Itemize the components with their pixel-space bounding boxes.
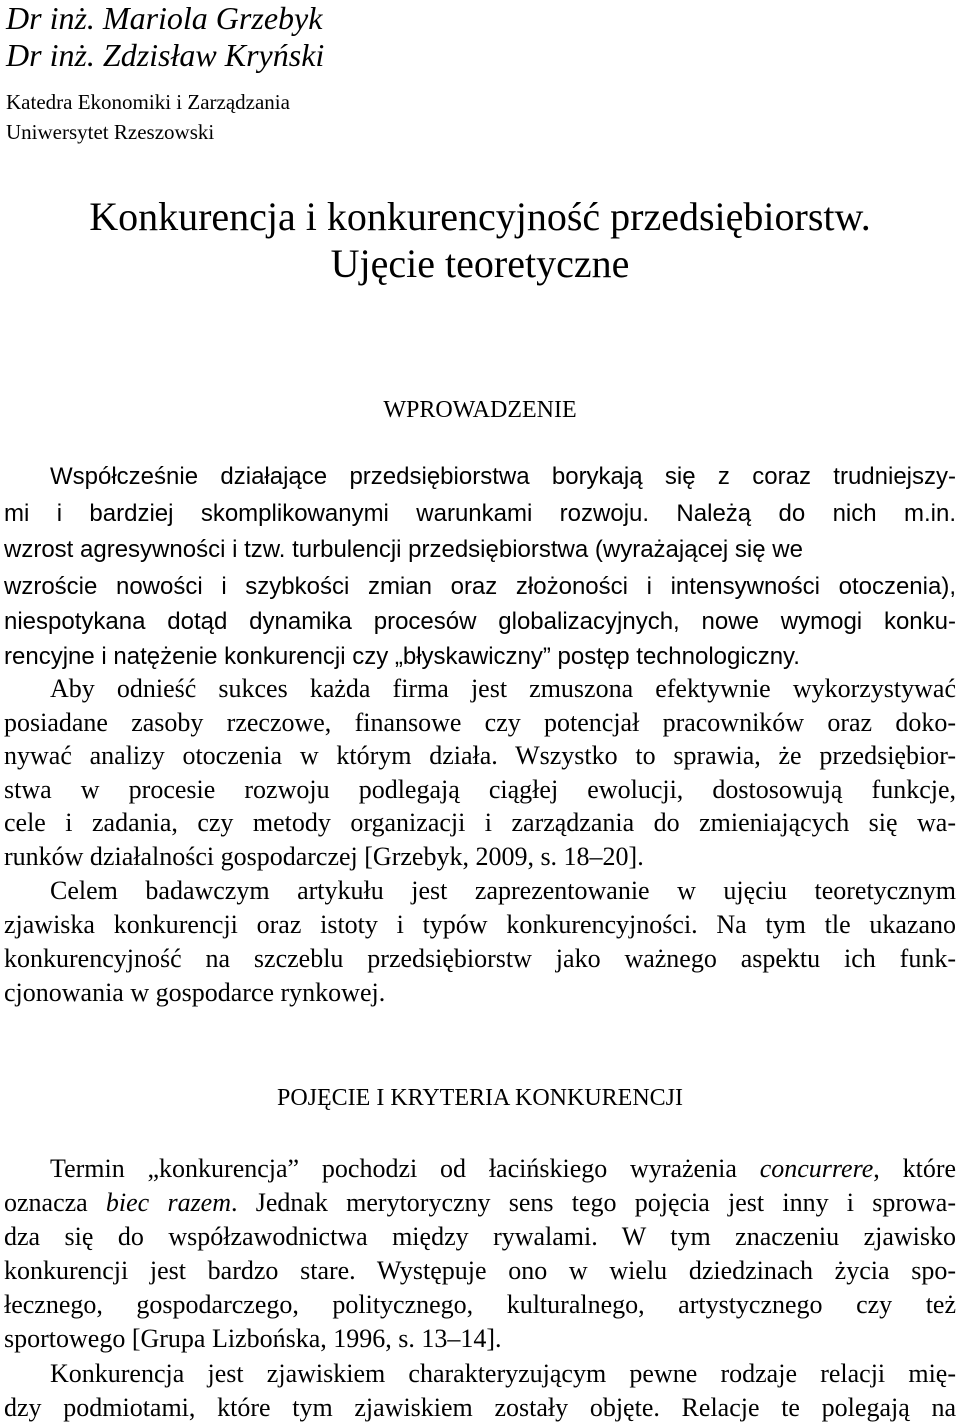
paragraph-line: dza się do współzawodnictwa między rywalami. W tym znaczeniu zjawisko bbox=[4, 1222, 956, 1251]
paragraph-line: Konkurencja jest zjawiskiem charakteryzującym pewne rodzaje relacji mię- bbox=[50, 1359, 956, 1388]
latin-translation: biec razem bbox=[105, 1188, 231, 1217]
paragraph-line: zjawiska konkurencji oraz istoty i typów konkurencyjności. Na tym tle ukazano bbox=[4, 910, 956, 939]
paragraph-line: mi i bardziej skomplikowanymi warunkami rozwoju. Należą do nich m.in. bbox=[4, 500, 956, 527]
text-run: oznacza bbox=[4, 1188, 106, 1217]
paragraph-line bbox=[4, 1186, 956, 1220]
text-run: , które bbox=[873, 1154, 957, 1183]
paragraph-line: nywać analizy otoczenia w którym działa. Wszystko to sprawia, że przedsiębior- bbox=[4, 741, 956, 770]
paper-title: Konkurencja i konkurencyjność przedsiębiorstw. bbox=[89, 194, 871, 239]
author-name: Dr inż. Mariola Grzebyk bbox=[6, 0, 323, 36]
paragraph-line: stwa w procesie rozwoju podlegają ciągłej ewolucji, dostosowują funkcje, bbox=[4, 775, 956, 804]
affiliation-department: Katedra Ekonomiki i Zarządzania bbox=[6, 90, 290, 114]
paragraph-line: niespotykana dotąd dynamika procesów globalizacyjnych, nowe wymogi konku- bbox=[4, 608, 956, 635]
paragraph-line: Współcześnie działające przedsiębiorstwa borykają się z coraz trudniejszy- bbox=[50, 463, 956, 490]
paper-subtitle: Ujęcie teoretyczne bbox=[330, 241, 630, 286]
section-heading-concept: POJĘCIE I KRYTERIA KONKURENCJI bbox=[276, 1085, 683, 1111]
paragraph-line: wzrost agresywności i tzw. turbulencji przedsiębiorstwa (wyrażającej się we bbox=[4, 536, 803, 563]
paragraph-line: Aby odnieść sukces każda firma jest zmuszona efektywnie wykorzystywać bbox=[50, 674, 956, 703]
paragraph-line: posiadane zasoby rzeczowe, finansowe czy potencjał pracowników oraz doko- bbox=[4, 708, 956, 737]
paragraph-line: wzroście nowości i szybkości zmian oraz złożoności i intensywności otoczenia), bbox=[4, 573, 956, 600]
text-run: . Jednak merytoryczny sens tego pojęcia jest inny i sprowa- bbox=[231, 1188, 956, 1217]
paragraph-line: dzy podmiotami, które tym zjawiskiem zostały objęte. Relacje te polegają na bbox=[4, 1393, 956, 1422]
text-run: Termin „konkurencja” pochodzi od łacińskiego wyrażenia bbox=[50, 1154, 760, 1183]
paragraph-line: runków działalności gospodarczej [Grzebyk, 2009, s. 18–20]. bbox=[4, 842, 644, 871]
latin-term: concurrere bbox=[759, 1154, 874, 1183]
affiliation-university: Uniwersytet Rzeszowski bbox=[6, 120, 215, 144]
paragraph-line bbox=[50, 1152, 956, 1186]
section-heading-introduction: WPROWADZENIE bbox=[383, 397, 577, 423]
paragraph-line: Celem badawczym artykułu jest zaprezentowanie w ujęciu teoretycznym bbox=[50, 876, 956, 905]
paragraph-line: rencyjne i natężenie konkurencji czy „błyskawiczny” postęp technologiczny. bbox=[4, 643, 800, 670]
author-name: Dr inż. Zdzisław Kryński bbox=[6, 37, 325, 73]
paragraph-line: konkurencyjność na szczeblu przedsiębiorstw jako ważnego aspektu ich funk- bbox=[4, 944, 956, 973]
paragraph-line: konkurencji jest bardzo stare. Występuje ono w wielu dziedzinach życia spo- bbox=[4, 1256, 956, 1285]
paragraph-line: łecznego, gospodarczego, politycznego, kulturalnego, artystycznego czy też bbox=[4, 1290, 956, 1319]
paragraph-line: sportowego [Grupa Lizbońska, 1996, s. 13–14]. bbox=[4, 1324, 502, 1353]
paragraph-line: cele i zadania, czy metody organizacji i zarządzania do zmieniających się wa- bbox=[4, 808, 956, 837]
paragraph-line: cjonowania w gospodarce rynkowej. bbox=[4, 978, 386, 1007]
